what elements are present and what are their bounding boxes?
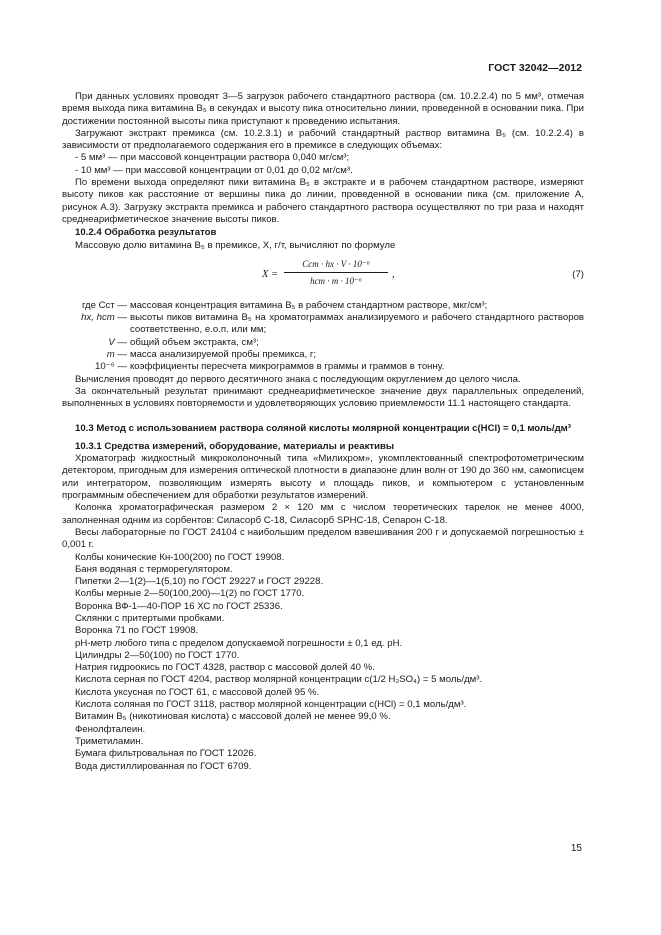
definition-text: масса анализируемой пробы премикса, г; (130, 349, 317, 361)
definition-text: высоты пиков витамина B₅ на хроматограммах анализируемого и рабочего стандартного растворов соответственно, е.о.п. или мм; (130, 312, 584, 336)
definition-symbol: V — (108, 336, 127, 348)
formula (62, 256, 584, 296)
definition-symbol: 10⁻⁶ — (95, 361, 127, 373)
page-number: 15 (570, 843, 582, 854)
equipment-item: Бумага фильтровальная по ГОСТ 12026. (75, 748, 257, 760)
definition-row (62, 337, 584, 349)
equipment-item: Колбы конические Кн-100(200) по ГОСТ 19908. (75, 551, 285, 563)
equipment-item: Кислота уксусная по ГОСТ 61, с массовой долей 95 %. (75, 686, 320, 698)
definition-symbol: hх, hст — (81, 312, 127, 324)
list-item: - 5 мм³ — при массовой концентрации раствора 0,040 мг/см³; (75, 152, 350, 164)
formula-numerator: Cст · hх · V · 10⁻⁶ (284, 258, 388, 273)
formula-lhs: X = (262, 268, 279, 280)
definitions-list (62, 300, 584, 374)
paragraph: Загружают экстракт премикса (см. 10.2.3.1) и рабочий стандартный раствор витамина B₅ (см. 10.2.2.4) в зависимости от предполагаемого содержания его в премиксе в следующих объемах: (62, 127, 584, 152)
section-heading: 10.3 Метод с использованием раствора соляной кислоты молярной концентрации c(HCl) = 0,1 моль/дм³ (75, 422, 571, 434)
equipment-item: Фенолфталеин. (75, 723, 146, 735)
paragraph: По времени выхода определяют пики витамина B₅ в экстракте и в рабочем стандартном растворе, измеряют высоту пиков как расстояние от вершины пика до линии, проведенной в основании пика (см. приложение А, рисунок А.3). Загрузку экстракта премикса и рабочего стандартного раствора осуществляют по три раза и находят среднеарифметическое значение высоты пиков. (62, 177, 584, 225)
equipment-item: Триметиламин. (75, 735, 144, 747)
definition-text: коэффициенты пересчета микрограммов в граммы и граммов в тонну. (130, 361, 445, 373)
equipment-item: Витамин B₅ (никотиновая кислота) с массовой долей не менее 99,0 %. (75, 711, 391, 723)
formula-intro: Массовую долю витамина B₅ в премиксе, X, г/т, вычисляют по формуле (75, 239, 396, 251)
list-item: - 10 мм³ — при массовой концентрации от 0,01 до 0,02 мг/см³. (75, 164, 353, 176)
definition-text: общий объем экстракта, см³; (130, 336, 259, 348)
formula-fraction (284, 258, 388, 288)
equipment-item: Воронка ВФ-1—40-ПОР 16 ХС по ГОСТ 25336. (75, 600, 283, 612)
equipment-item: Натрия гидроокись по ГОСТ 4328, раствор с массовой долей 40 %. (75, 662, 375, 674)
subsection-heading: 10.3.1 Средства измерений, оборудование, материалы и реактивы (75, 440, 395, 452)
equipment-item: Кислота соляная по ГОСТ 3118, раствор молярной концентрации c(HCl) = 0,1 моль/дм³. (75, 699, 467, 711)
equipment-item: Цилиндры 2—50(100) по ГОСТ 1770. (75, 649, 240, 661)
definition-symbol: m — (106, 349, 127, 361)
equipment-item: Колбы мерные 2—50(100,200)—1(2) по ГОСТ 1770. (75, 588, 305, 600)
section-heading: 10.2.4 Обработка результатов (75, 227, 217, 239)
definition-text: массовая концентрация витамина B₅ в рабочем стандартном растворе, мкг/см³; (130, 299, 488, 311)
equipment-item: Кислота серная по ГОСТ 4204, раствор молярной концентрации c(1/2 H₂SO₄) = 5 моль/дм³. (75, 674, 483, 686)
equipment-list (62, 453, 584, 773)
paragraph: При данных условиях проводят 3—5 загрузок рабочего стандартного раствора (см. 10.2.2.4) по 5 мм³, отмечая время выхода пика витамина B₅ в секундах и высоту пика относительно линии, проведенной в основании пика. При достижении постоянной высоты пика приступают к проведению испытания. (62, 91, 584, 127)
paragraph: За окончательный результат принимают среднеарифметическое значение двух параллельных определений, выполненных в условиях повторяемости и удовлетворяющих условию приемлемости 11.1 настоящего стандарта. (62, 385, 584, 410)
definition-row (62, 349, 584, 361)
definition-row (62, 361, 584, 373)
formula-denominator: hст · m · 10⁻⁶ (310, 276, 362, 287)
equipment-item: Баня водяная с терморегулятором. (75, 563, 233, 575)
formula-comma: , (392, 268, 395, 280)
equipment-item: Воронка 71 по ГОСТ 19908. (75, 625, 199, 637)
page-body (62, 91, 584, 773)
definition-row (62, 312, 584, 337)
document-header: ГОСТ 32042—2012 (488, 62, 582, 74)
equipment-item: Вода дистиллированная по ГОСТ 6709. (75, 760, 252, 772)
equipment-item: Весы лабораторные по ГОСТ 24104 с наибольшим пределом взвешивания 200 г и допускаемой погрешностью ± 0,001 г. (62, 526, 584, 551)
definition-row (62, 300, 584, 312)
equipment-item: Пипетки 2—1(2)—1(5,10) по ГОСТ 29227 и ГОСТ 29228. (75, 576, 324, 588)
equipment-item: Колонка хроматографическая размером 2 × 120 мм с числом теоретических тарелок не менее 4000, заполненная одним из сорбентов: Силасорб С-18, Силасорб SPHC-18, Сепарон С-18. (62, 502, 584, 526)
paragraph: Вычисления проводят до первого десятичного знака с последующим округлением до целого числа. (75, 373, 521, 385)
formula-number: (7) (572, 268, 584, 280)
definition-symbol: где Cст — (81, 299, 127, 311)
equipment-item: Хроматограф жидкостный микроколоночный типа «Милихром», укомплектованный спектрофотометрическим детектором, пригодным для измерения оптической плотности в диапазоне длин волн от 190 до 360 нм, самописцем или интегратором, позволяющим измерять высоту и площадь пиков, и компьютером с установленным программным обеспечением для обработки результатов измерений. (62, 453, 584, 502)
equipment-item: pH-метр любого типа с пределом допускаемой погрешности ± 0,1 ед. pH. (75, 637, 403, 649)
equipment-item: Склянки с притертыми пробками. (75, 612, 225, 624)
